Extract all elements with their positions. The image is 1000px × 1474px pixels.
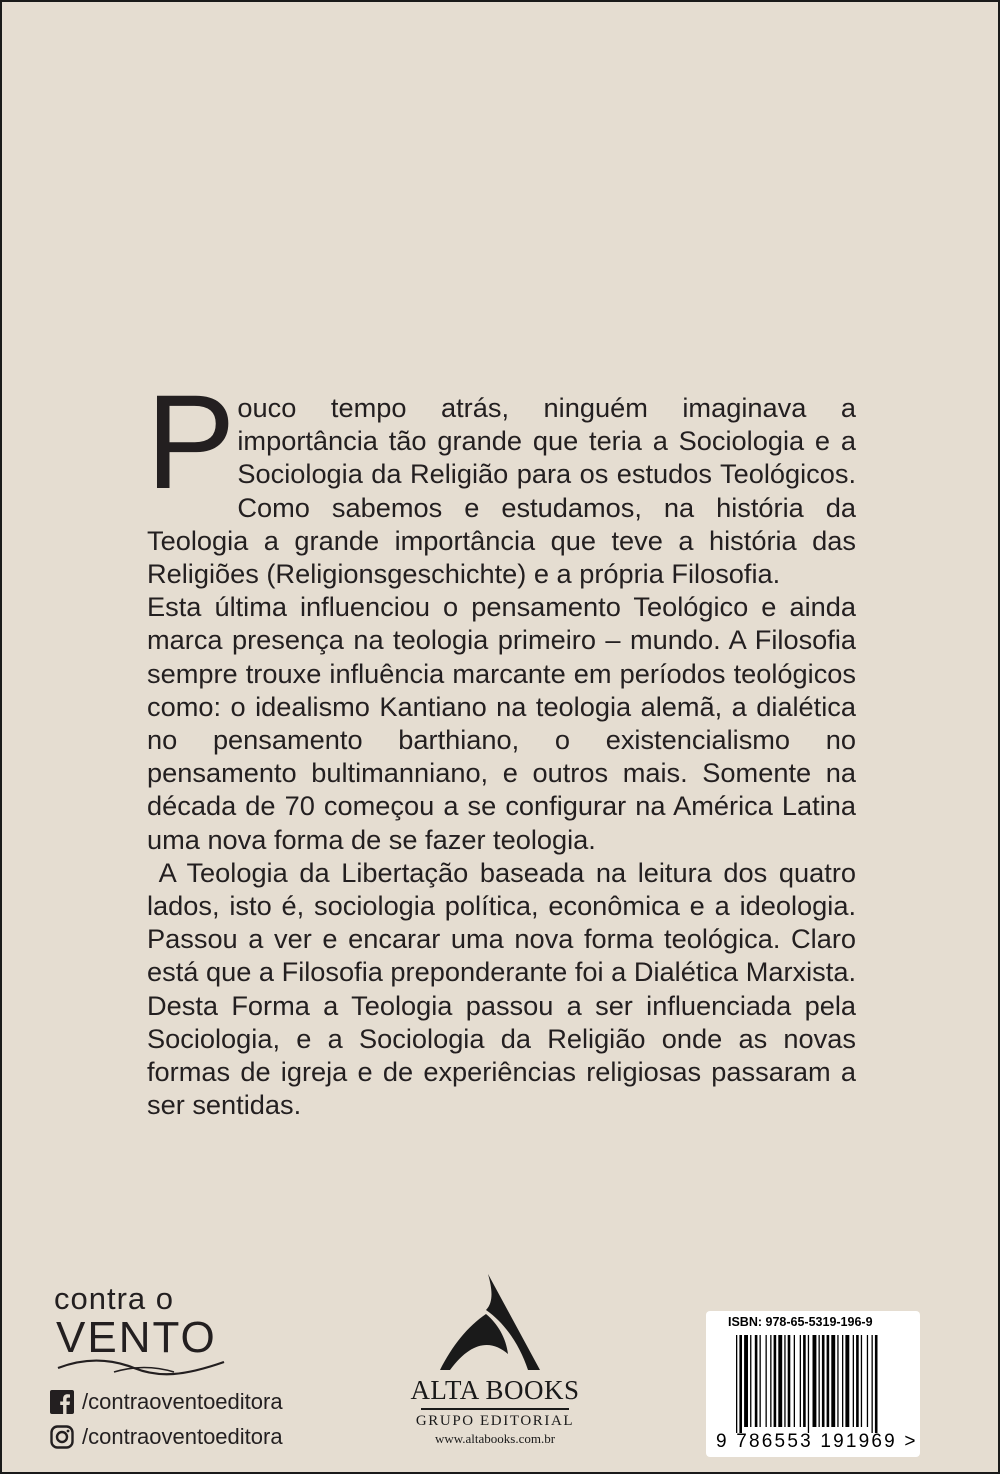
instagram-icon xyxy=(50,1425,74,1449)
alta-books-name: ALTA BOOKS xyxy=(410,1375,580,1405)
instagram-handle: /contraoventoeditora xyxy=(82,1424,283,1449)
logo-line-vento: VENTO xyxy=(56,1313,217,1362)
isbn-barcode xyxy=(706,1311,920,1457)
contra-o-vento-logo xyxy=(54,1282,254,1376)
facebook-handle: /contraoventoeditora xyxy=(82,1389,283,1414)
drop-cap: P xyxy=(146,368,236,517)
alta-books-a-icon xyxy=(440,1274,550,1372)
paragraph-1-text: ouco tempo atrás, ninguém imaginava a importância tão grande que teria a Sociologia e a Sociologia da Religião para os estudos Teológicos. Como sabemos e estudamos, na história da Teologia a grande importância que teve a história das Religiões (Religionsgeschichte) e a própria Filosofia. xyxy=(147,392,856,590)
alta-books-logo xyxy=(400,1274,590,1447)
facebook-link[interactable] xyxy=(50,1387,350,1417)
logo-line-contra-o: contra o xyxy=(54,1281,175,1316)
paragraph-3: A Teologia da Libertação baseada na leitura dos quatro lados, isto é, sociologia política, econômica e a ideologia. Passou a ver e encarar uma nova forma teológica. Claro está que a Filosofia preponderante foi a Dialética Marxista. Desta Forma a Teologia passou a ser influenciada pela Sociologia, e a Sociologia da Religião onde as novas formas de igreja e de experiências religiosas passaram a ser sentidas. xyxy=(147,856,864,1121)
paragraph-2: Esta última influenciou o pensamento Teológico e ainda marca presença na teologia primeiro – mundo. A Filosofia sempre trouxe influência marcante em períodos teológicos como: o idealismo Kantiano na teologia alemã, a dialética no pensamento barthiano, o existencialismo no pensamento bultimanniano, e outros mais. Somente na década de 70 começou a se configurar na América Latina uma nova forma de se fazer teologia. xyxy=(147,591,856,855)
paragraph-1 xyxy=(146,368,856,590)
instagram-link[interactable] xyxy=(50,1422,350,1452)
alta-books-subtitle: GRUPO EDITORIAL xyxy=(415,1412,575,1429)
synopsis-text xyxy=(146,368,864,1121)
alta-books-website: www.altabooks.com.br xyxy=(434,1430,556,1446)
isbn-label: ISBN: 978-65-5319-196-9 xyxy=(728,1315,873,1329)
barcode-digits: 9 786553 191969 > xyxy=(716,1431,918,1452)
alta-divider xyxy=(421,1408,569,1410)
facebook-icon xyxy=(50,1390,74,1414)
